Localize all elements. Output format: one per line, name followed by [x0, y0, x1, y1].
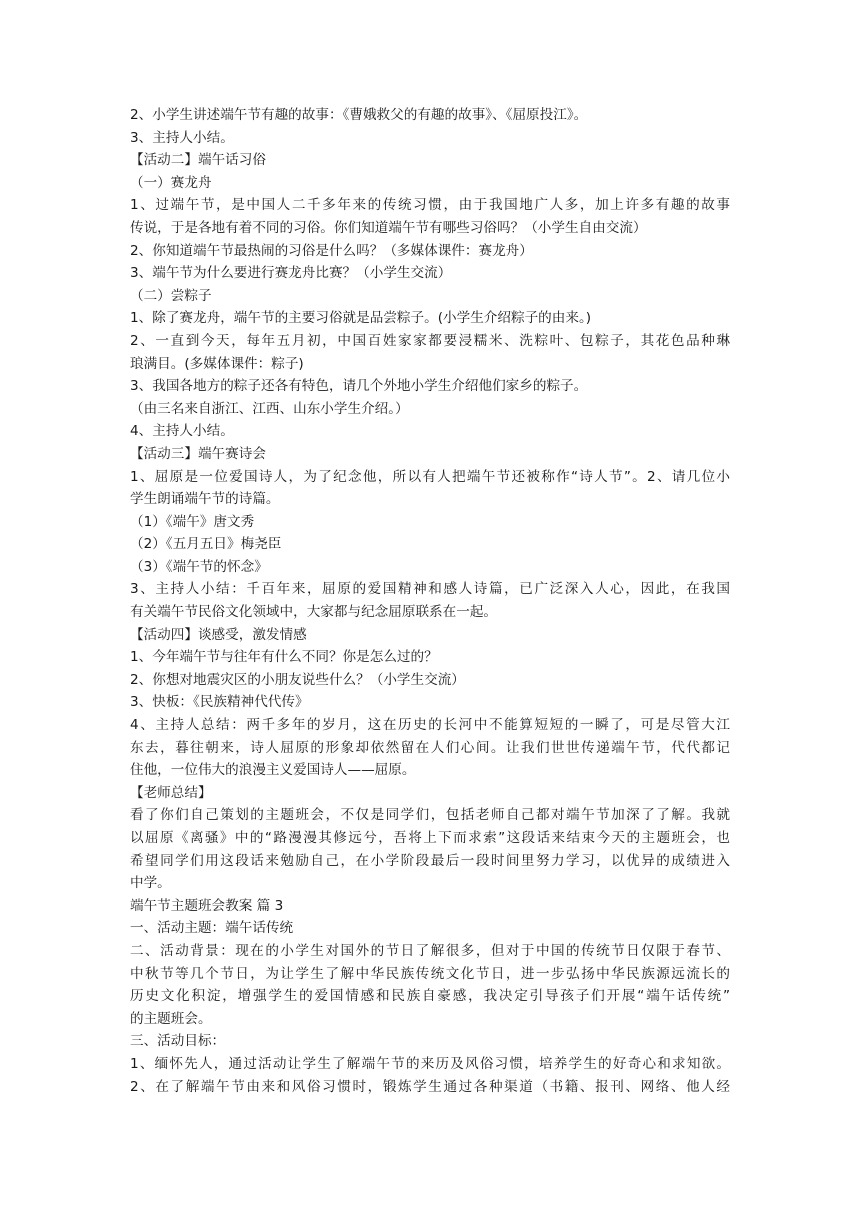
text-line: 学生朗诵端午节的诗篇。 [130, 491, 280, 508]
text-line: （一）赛龙舟 [130, 174, 212, 191]
text-line: 琅满目。(多媒体课件：粽子) [130, 355, 304, 372]
text-line: 2、小学生讲述端午节有趣的故事：《曹娥救父的有趣的故事》、《屈原投江》。 [130, 107, 588, 123]
text-line: 端午节主题班会教案 篇 3 [130, 897, 284, 914]
text-line: 的主题班会。 [130, 1010, 212, 1027]
text-line: 3、主持人小结：千百年来，屈原的爱国精神和感人诗篇，已广泛深入人心，因此，在我国 [130, 581, 730, 598]
text-line: 一、活动主题：端午话传统 [130, 920, 294, 937]
text-line: 2、你知道端午节最热闹的习俗是什么吗？（多媒体课件：赛龙舟） [130, 242, 533, 259]
text-line: 看了你们自己策划的主题班会，不仅是同学们，包括老师自己都对端午节加深了了解。我就 [130, 807, 730, 824]
text-line: （由三名来自浙江、江西、山东小学生介绍。） [130, 400, 409, 417]
text-line: 4、主持人小结。 [130, 423, 234, 440]
text-line: 4、主持人总结：两千多年的岁月，这在历史的长河中不能算短短的一瞬了，可是尽管大江 [130, 717, 730, 734]
text-line: 【老师总结】 [130, 784, 212, 801]
text-line: （1）《端午》唐文秀 [130, 513, 255, 530]
text-line: 中秋节等几个节日，为让学生了解中华民族传统文化节日，进一步弘扬中华民族源远流长的 [130, 965, 730, 982]
text-line: 3、快板：《民族精神代代传》 [130, 694, 309, 711]
text-line: （2）《五月五日》梅尧臣 [130, 536, 282, 553]
text-line: 1、屈原是一位爱国诗人，为了纪念他，所以有人把端午节还被称作“诗人节”。2、请几位小 [130, 468, 730, 485]
text-line: 中学。 [130, 875, 171, 892]
text-line: 以屈原《离骚》中的“路漫漫其修远兮，吾将上下而求索”这段话来结束今天的主题班会，也 [130, 830, 730, 846]
text-line: 三、活动目标： [130, 1033, 226, 1050]
text-line: （二）尝粽子 [130, 287, 212, 304]
text-line: 东去，暮往朝来，诗人屈原的形象却依然留在人们心间。让我们世世传递端午节，代代都记 [130, 739, 730, 756]
document-body [130, 104, 730, 1098]
text-line: 希望同学们用这段话来勉励自己，在小学阶段最后一段时间里努力学习，以优异的成绩进入 [130, 852, 730, 869]
text-line: 传说，于是各地有着不同的习俗。你们知道端午节有哪些习俗吗？（小学生自由交流） [130, 219, 647, 236]
text-line: 有关端午节民俗文化领域中，大家都与纪念屈原联系在一起。 [130, 604, 498, 621]
text-line: 3、端午节为什么要进行赛龙舟比赛？（小学生交流） [130, 265, 452, 282]
text-line: 1、除了赛龙舟，端午节的主要习俗就是品尝粽子。(小学生介绍粽子的由来。) [130, 310, 592, 327]
text-line: 2、你想对地震灾区的小朋友说些什么？（小学生交流） [130, 671, 465, 688]
text-line: 【活动四】谈感受，激发情感 [130, 626, 307, 643]
text-line: 历史文化积淀，增强学生的爱国情感和民族自豪感，我决定引导孩子们开展“端午话传统” [130, 988, 730, 1005]
text-line: 住他，一位伟大的浪漫主义爱国诗人——屈原。 [130, 762, 416, 779]
text-line: 二、活动背景：现在的小学生对国外的节日了解很多，但对于中国的传统节日仅限于春节、 [130, 942, 730, 959]
text-line: 3、主持人小结。 [130, 129, 234, 146]
text-line: 3、我国各地方的粽子还各有特色，请几个外地小学生介绍他们家乡的粽子。 [130, 378, 588, 395]
text-line: 【活动三】端午赛诗会 [130, 445, 266, 462]
text-line: 1、过端午节，是中国人二千多年来的传统习惯，由于我国地广人多，加上许多有趣的故事 [130, 197, 730, 214]
text-line: 1、缅怀先人，通过活动让学生了解端午节的来历及风俗习惯，培养学生的好奇心和求知欲。 [130, 1055, 730, 1072]
text-line: 【活动二】端午话习俗 [130, 152, 266, 169]
text-line: 2、在了解端午节由来和风俗习惯时，锻炼学生通过各种渠道（书籍、报刊、网络、他人经 [130, 1078, 730, 1095]
text-line: 1、今年端午节与往年有什么不同？你是怎么过的？ [130, 649, 438, 666]
text-line: （3）《端午节的怀念》 [130, 558, 268, 575]
text-line: 2、一直到今天，每年五月初，中国百姓家家都要浸糯米、洗粽叶、包粽子，其花色品种琳 [130, 332, 730, 349]
